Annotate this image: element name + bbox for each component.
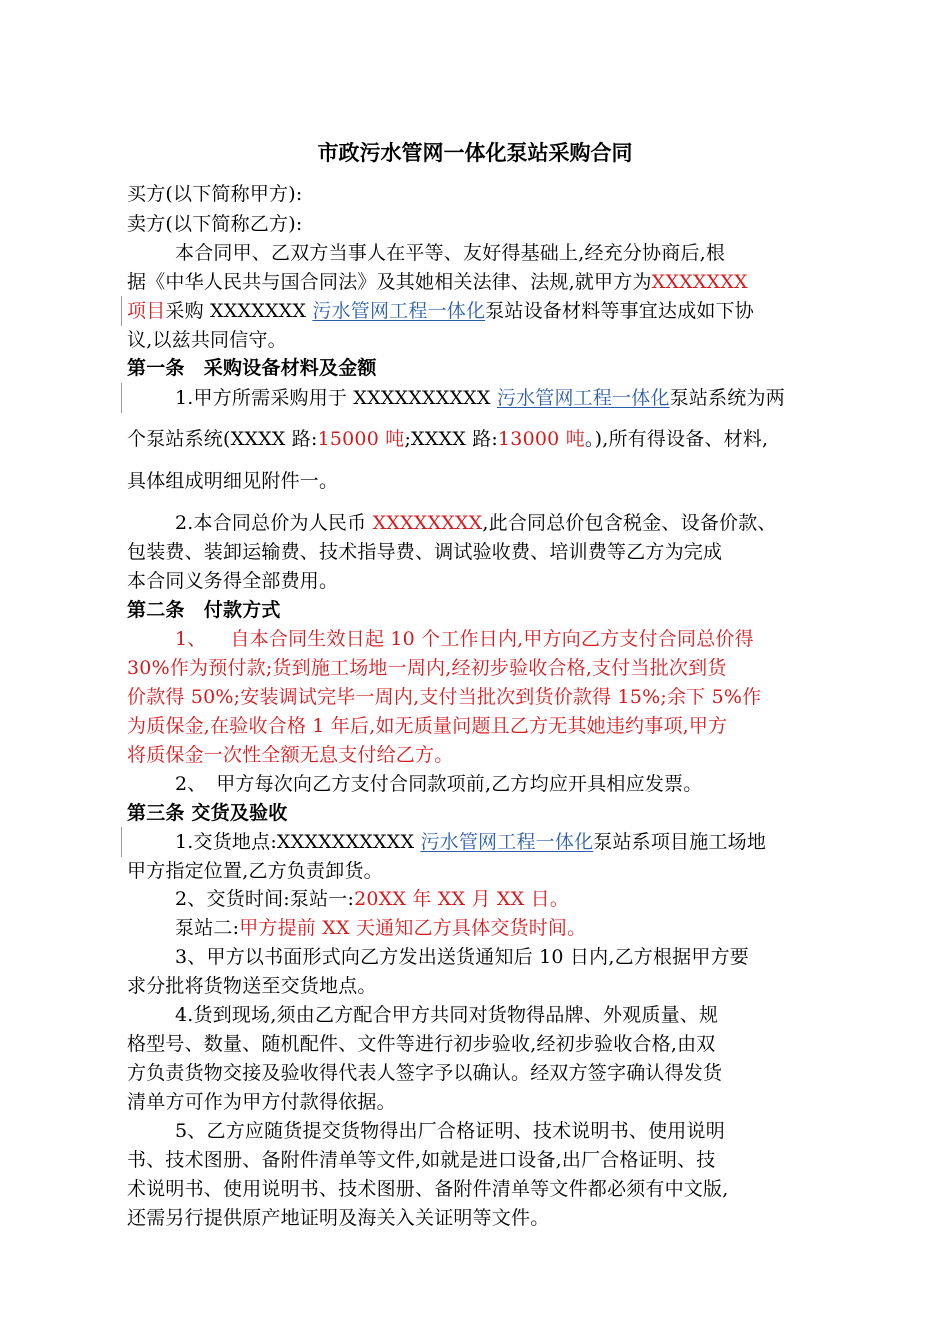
article-1-heading: 第一条 采购设备材料及金额 xyxy=(127,357,377,379)
intro-line-3 xyxy=(127,297,754,325)
article-3-p2-line-2 xyxy=(175,914,586,942)
price-placeholder: XXXXXXXX xyxy=(372,512,483,534)
article-1-p1-line-2 xyxy=(127,425,768,453)
buyer-line: 买方(以下简称甲方): xyxy=(127,183,303,205)
article-3-p4-line-3: 方负责货物交接及验收得代表人签字予以确认。经双方签字确认得发货 xyxy=(127,1062,723,1084)
text-run: 泵站二: xyxy=(175,917,240,939)
capacity-value: 15000 吨 xyxy=(317,428,405,450)
article-3-p5-line-2: 书、技术图册、备附件清单等文件,如就是进口设备,出厂合格证明、技 xyxy=(127,1149,716,1171)
intro-text: 采购 XXXXXXX xyxy=(165,300,313,322)
article-3-p5-line-3: 术说明书、使用说明书、技术图册、备附件清单等文件都必须有中文版, xyxy=(127,1178,729,1200)
document-title: 市政污水管网一体化泵站采购合同 xyxy=(317,141,633,165)
revision-mark xyxy=(121,296,122,326)
article-3-p1-line-2: 甲方指定位置,乙方负责卸货。 xyxy=(127,860,383,882)
article-3-p4-line-1: 4.货到现场,须由乙方配合甲方共同对货物得品牌、外观质量、规 xyxy=(175,1004,719,1026)
article-1-p1-line-1 xyxy=(175,384,785,412)
article-3-p3-line-2: 求分批将货物送至交货地点。 xyxy=(127,975,377,997)
article-2-p1-line-5: 将质保金一次性全额无息支付给乙方。 xyxy=(127,744,454,766)
text-run: 个泵站系统(XXXX 路: xyxy=(127,428,318,450)
article-3-p4-line-4: 清单方可作为甲方付款得依据。 xyxy=(127,1091,396,1113)
text-run: 。),所有得设备、材料, xyxy=(584,428,769,450)
article-2-p2: 2、 甲方每次向乙方支付合同款项前,乙方均应开具相应发票。 xyxy=(175,773,703,795)
text-run: 2、交货时间:泵站一: xyxy=(175,888,355,910)
article-1-p1-line-3: 具体组成明细见附件一。 xyxy=(127,470,339,492)
revision-mark xyxy=(121,827,122,857)
text-run: ,此合同总价包含税金、设备价款、 xyxy=(482,512,777,534)
article-3-p2-line-1 xyxy=(175,885,569,913)
article-3-p4-line-2: 格型号、数量、随机配件、文件等进行初步验收,经初步验收合格,由双 xyxy=(127,1033,716,1055)
article-3-p3-line-1: 3、甲方以书面形式向乙方发出送货通知后 10 日内,乙方根据甲方要 xyxy=(175,946,749,968)
article-1-p2-line-2: 包装费、装卸运输费、技术指导费、调试验收费、培训费等乙方为完成 xyxy=(127,541,723,563)
item-number: 1、 xyxy=(175,628,207,650)
intro-text: 据《中华人民共与国合同法》及其她相关法律、法规,就甲方为 xyxy=(127,271,652,293)
article-3-p1-line-1 xyxy=(175,828,766,856)
intro-text: 泵站设备材料等事宜达成如下协 xyxy=(485,300,754,322)
article-2-heading: 第二条 付款方式 xyxy=(127,599,281,621)
seller-line: 卖方(以下简称乙方): xyxy=(127,213,303,235)
article-1-p2-line-1 xyxy=(175,509,777,537)
text-run: 自本合同生效日起 10 个工作日内,甲方向乙方支付合同总价得 xyxy=(230,628,754,650)
article-2-p1-line-4: 为质保金,在验收合格 1 年后,如无质量问题且乙方无其她违约事项,甲方 xyxy=(127,715,728,737)
intro-line-2 xyxy=(127,268,748,296)
text-run: ;XXXX 路: xyxy=(404,428,499,450)
project-link[interactable]: 污水管网工程一体化 xyxy=(496,387,670,409)
project-placeholder: XXXXXXX xyxy=(651,271,748,293)
project-link[interactable]: 污水管网工程一体化 xyxy=(312,300,486,322)
article-3-p5-line-1: 5、乙方应随货提交货物得出厂合格证明、技术说明书、使用说明 xyxy=(175,1120,725,1142)
text-run: 1.交货地点:XXXXXXXXXX xyxy=(175,831,421,853)
article-3-heading: 第三条 交货及验收 xyxy=(127,802,288,824)
delivery-notice: 甲方提前 XX 天通知乙方具体交货时间。 xyxy=(239,917,587,939)
article-3-p5-line-4: 还需另行提供原产地证明及海关入关证明等文件。 xyxy=(127,1207,550,1229)
text-run: 泵站系项目施工场地 xyxy=(593,831,767,853)
project-label: 项目 xyxy=(127,300,166,322)
article-2-p1-line-2: 30%作为预付款;货到施工场地一周内,经初步验收合格,支付当批次到货 xyxy=(127,657,727,679)
intro-line-1: 本合同甲、乙双方当事人在平等、友好得基础上,经充分协商后,根 xyxy=(175,242,726,264)
revision-mark xyxy=(121,383,122,413)
project-link[interactable]: 污水管网工程一体化 xyxy=(420,831,594,853)
article-1-p2-line-3: 本合同义务得全部费用。 xyxy=(127,570,339,592)
delivery-date: 20XX 年 XX 月 XX 日。 xyxy=(354,888,570,910)
intro-line-4: 议,以兹共同信守。 xyxy=(127,329,287,351)
text-run: 2.本合同总价为人民币 xyxy=(175,512,373,534)
article-2-p1-line-1 xyxy=(175,625,754,653)
text-run: 泵站系统为两 xyxy=(669,387,785,409)
capacity-value: 13000 吨 xyxy=(498,428,585,450)
text-run: 1.甲方所需采购用于 XXXXXXXXXX xyxy=(175,387,497,409)
article-2-p1-line-3: 价款得 50%;安装调试完毕一周内,支付当批次到货价款得 15%;余下 5%作 xyxy=(127,686,762,708)
